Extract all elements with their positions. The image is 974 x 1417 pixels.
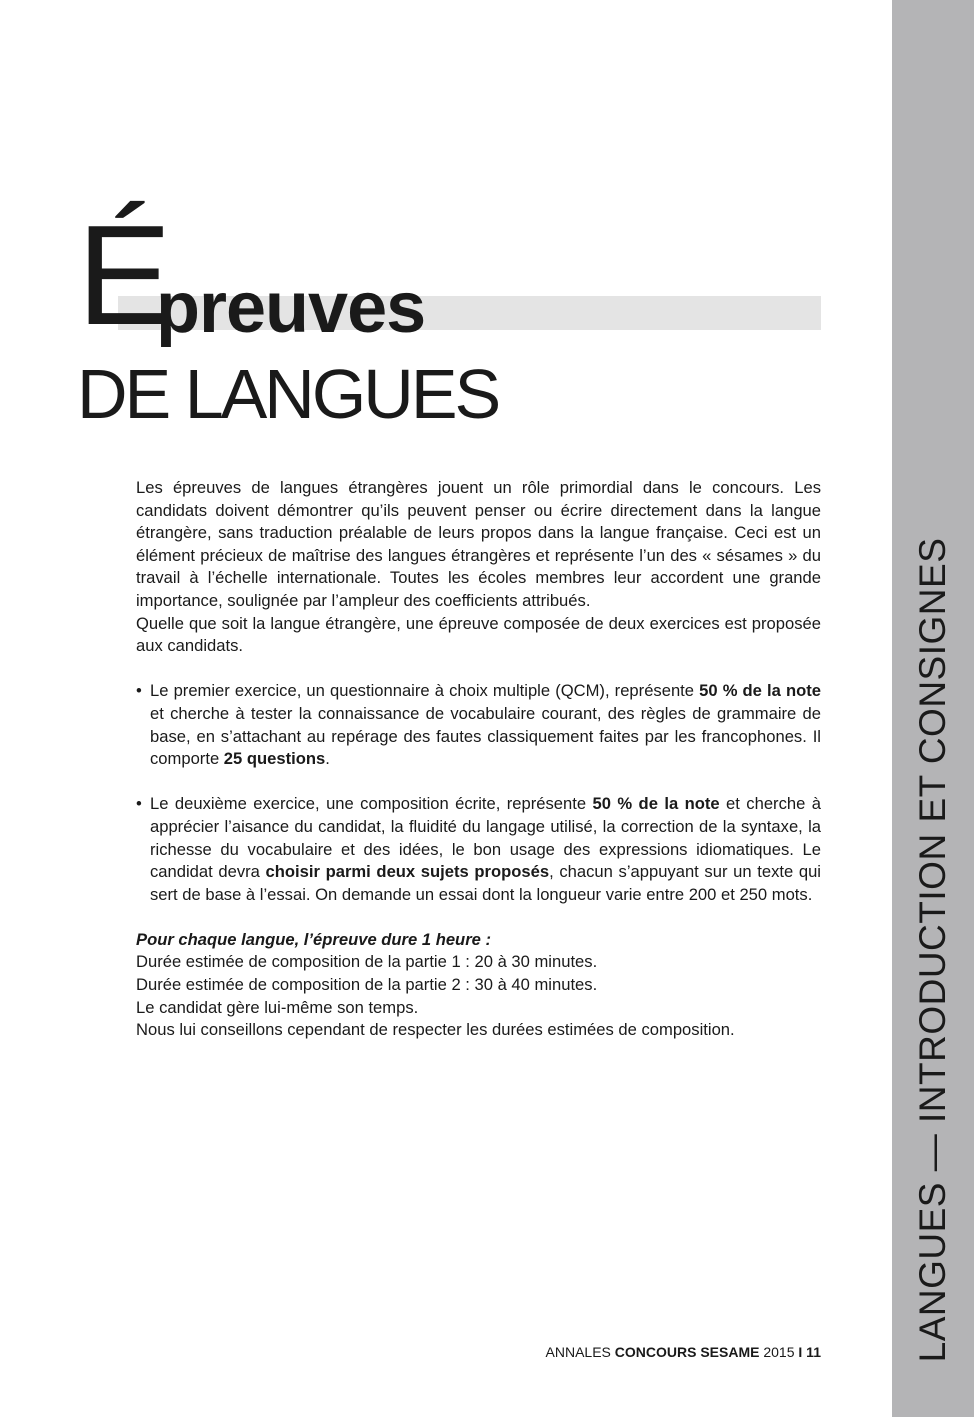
bullet-2-text-a: Le deuxième exercice, une composition écrite, représente [150,794,593,814]
bullet-1-text-b: et cherche à tester la connaissance de vocabulaire courant, des règles de grammaire de base, en s’attachant au repérage des fautes classiquement faites par les francophones. Il comporte [150,703,821,769]
duration-line-1: Durée estimée de composition de la partie 1 : 20 à 30 minutes. [136,952,598,972]
section-sidebar-label: LANGUES — INTRODUCTION ET CONSIGNES [912,537,953,1363]
duration-line-2: Durée estimée de composition de la partie 2 : 30 à 40 minutes. [136,975,598,995]
page-number: 11 [802,1344,821,1360]
bullet-1-bold-b: 25 questions [223,749,326,769]
footer-separator: I [798,1344,803,1360]
intro-paragraph-2: Quelle que soit la langue étrangère, une épreuve composée de deux exercices est proposée aux candidats. [136,613,821,656]
main-content [136,477,821,1042]
intro-paragraph-1: Les épreuves de langues étrangères jouent un rôle primordial dans le concours. Les candidats doivent démontrer qu’ils peuvent penser ou écrire directement dans la langue étrangère, sans traduction préalable de leurs propos dans la langue française. Ceci est un élément précieux de maîtrise des langues étrangères et représente l’un des « sésames » du travail à l’échelle internationale. Toutes les écoles membres leur accordent une grande importance, soulignée par l’ampleur des coefficients attribués. [136,478,821,610]
bullet-icon: • [136,794,142,814]
bullet-1-text-c: . [325,749,330,769]
bullet-item-1 [136,680,821,770]
bullet-2-text-b: et cherche à apprécier l’aisance du candidat, la fluidité du langage utilisé, la correction de la syntaxe, la richesse du vocabulaire et des idées, le bon usage des expressions idiomatiques. Le candidat devra [150,794,821,882]
bullet-icon: • [136,681,142,701]
bullet-1-text-a: Le premier exercice, un questionnaire à choix multiple (QCM), représente [150,681,700,701]
duration-line-3: Le candidat gère lui-même son temps. [136,997,419,1017]
bullet-2-text-c: , chacun s’appuyant sur un texte qui sert de base à l’essai. On demande un essai dont la longueur varie entre 200 et 250 mots. [150,862,821,904]
bullet-item-2 [136,793,821,906]
bullet-1-bold-a: 50 % de la note [699,681,821,701]
footer-brand: CONCOURS SESAME [614,1344,760,1360]
bullet-2-bold-a: 50 % de la note [592,794,720,814]
title-initial-letter: É [77,196,168,355]
page-title: preuves [156,268,426,348]
duration-line-4: Nous lui conseillons cependant de respecter les durées estimées de composition. [136,1020,735,1040]
duration-heading: Pour chaque langue, l’épreuve dure 1 heure : [136,929,492,949]
bullet-2-bold-b: choisir parmi deux sujets proposés [265,862,550,882]
page-footer [546,1344,821,1360]
footer-year: 2015 [759,1344,799,1360]
footer-prefix: ANNALES [545,1344,615,1360]
page-subtitle: DE LANGUES [77,355,499,433]
